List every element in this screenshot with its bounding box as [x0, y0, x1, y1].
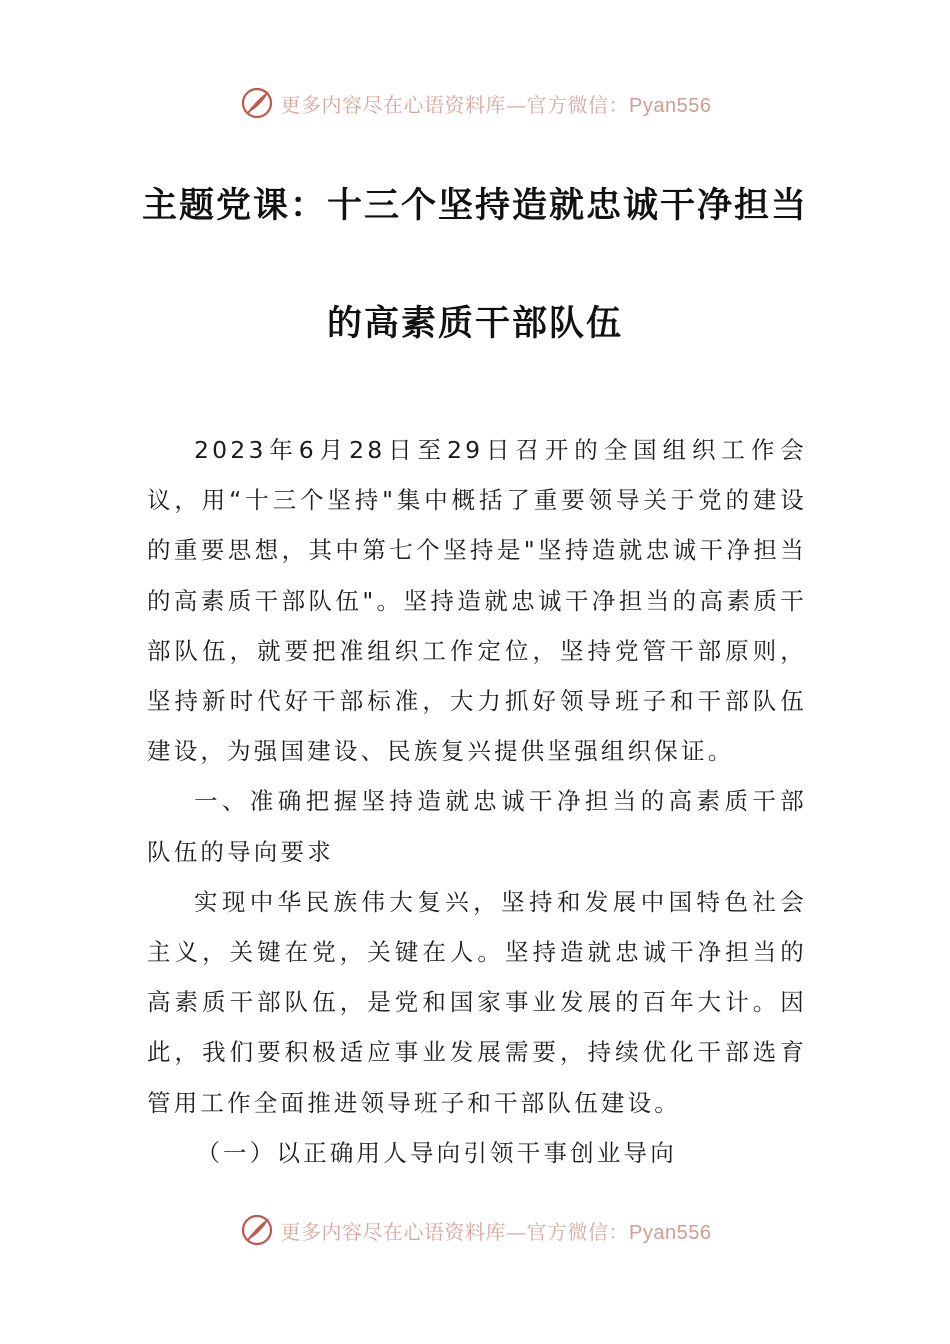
paragraph-section-1: 实现中华民族伟大复兴，坚持和发展中国特色社会主义，关键在党，关键在人。坚持造就忠诚干净担当的高素质干部队伍，是党和国家事业发展的百年大计。因此，我们要积极适应事业发展需要，持续优化干部选育管用工作全面推进领导班子和干部队伍建设。: [147, 887, 807, 1117]
section-heading-1: 一、准确把握坚持造就忠诚干净担当的高素质干部队伍的导向要求: [147, 787, 807, 866]
watermark-text: [281, 89, 712, 118]
watermark-main: 更多内容尽在心语资料库: [280, 92, 507, 117]
watermark-id: Pyan556: [629, 94, 712, 117]
watermark-separator: —: [506, 1219, 527, 1244]
watermark-separator: —: [506, 92, 527, 117]
paragraph-intro: 2023年6月28日至29日召开的全国组织工作会议，用“十三个坚持"集中概括了重要领导关于党的建设的重要思想，其中第七个坚持是"坚持造就忠诚干净担当的高素质干部队伍"。坚持造就忠诚干净担当的高素质干部队伍，就要把准组织工作定位，坚持党管干部原则，坚持新时代好干部标准，大力抓好领导班子和干部队伍建设，为强国建设、民族复兴提供坚强组织保证。: [147, 436, 807, 766]
watermark-footer: [0, 1210, 950, 1250]
document-title-line-2: 的高素质干部队伍: [326, 304, 623, 344]
quill-logo-icon: [239, 1212, 275, 1248]
watermark-main: 更多内容尽在心语资料库: [280, 1219, 507, 1244]
watermark-label: 官方微信：: [526, 92, 630, 117]
watermark-text: [281, 1216, 712, 1245]
watermark-label: 官方微信：: [526, 1219, 630, 1244]
quill-logo-icon: [239, 85, 275, 121]
document-title-line-1: 主题党课：十三个坚持造就忠诚干净担当: [141, 186, 808, 226]
watermark-header: [0, 83, 950, 123]
subsection-heading-1: （一）以正确用人导向引领干事创业导向: [196, 1138, 677, 1167]
watermark-id: Pyan556: [629, 1221, 712, 1244]
document-body: [147, 425, 807, 1178]
